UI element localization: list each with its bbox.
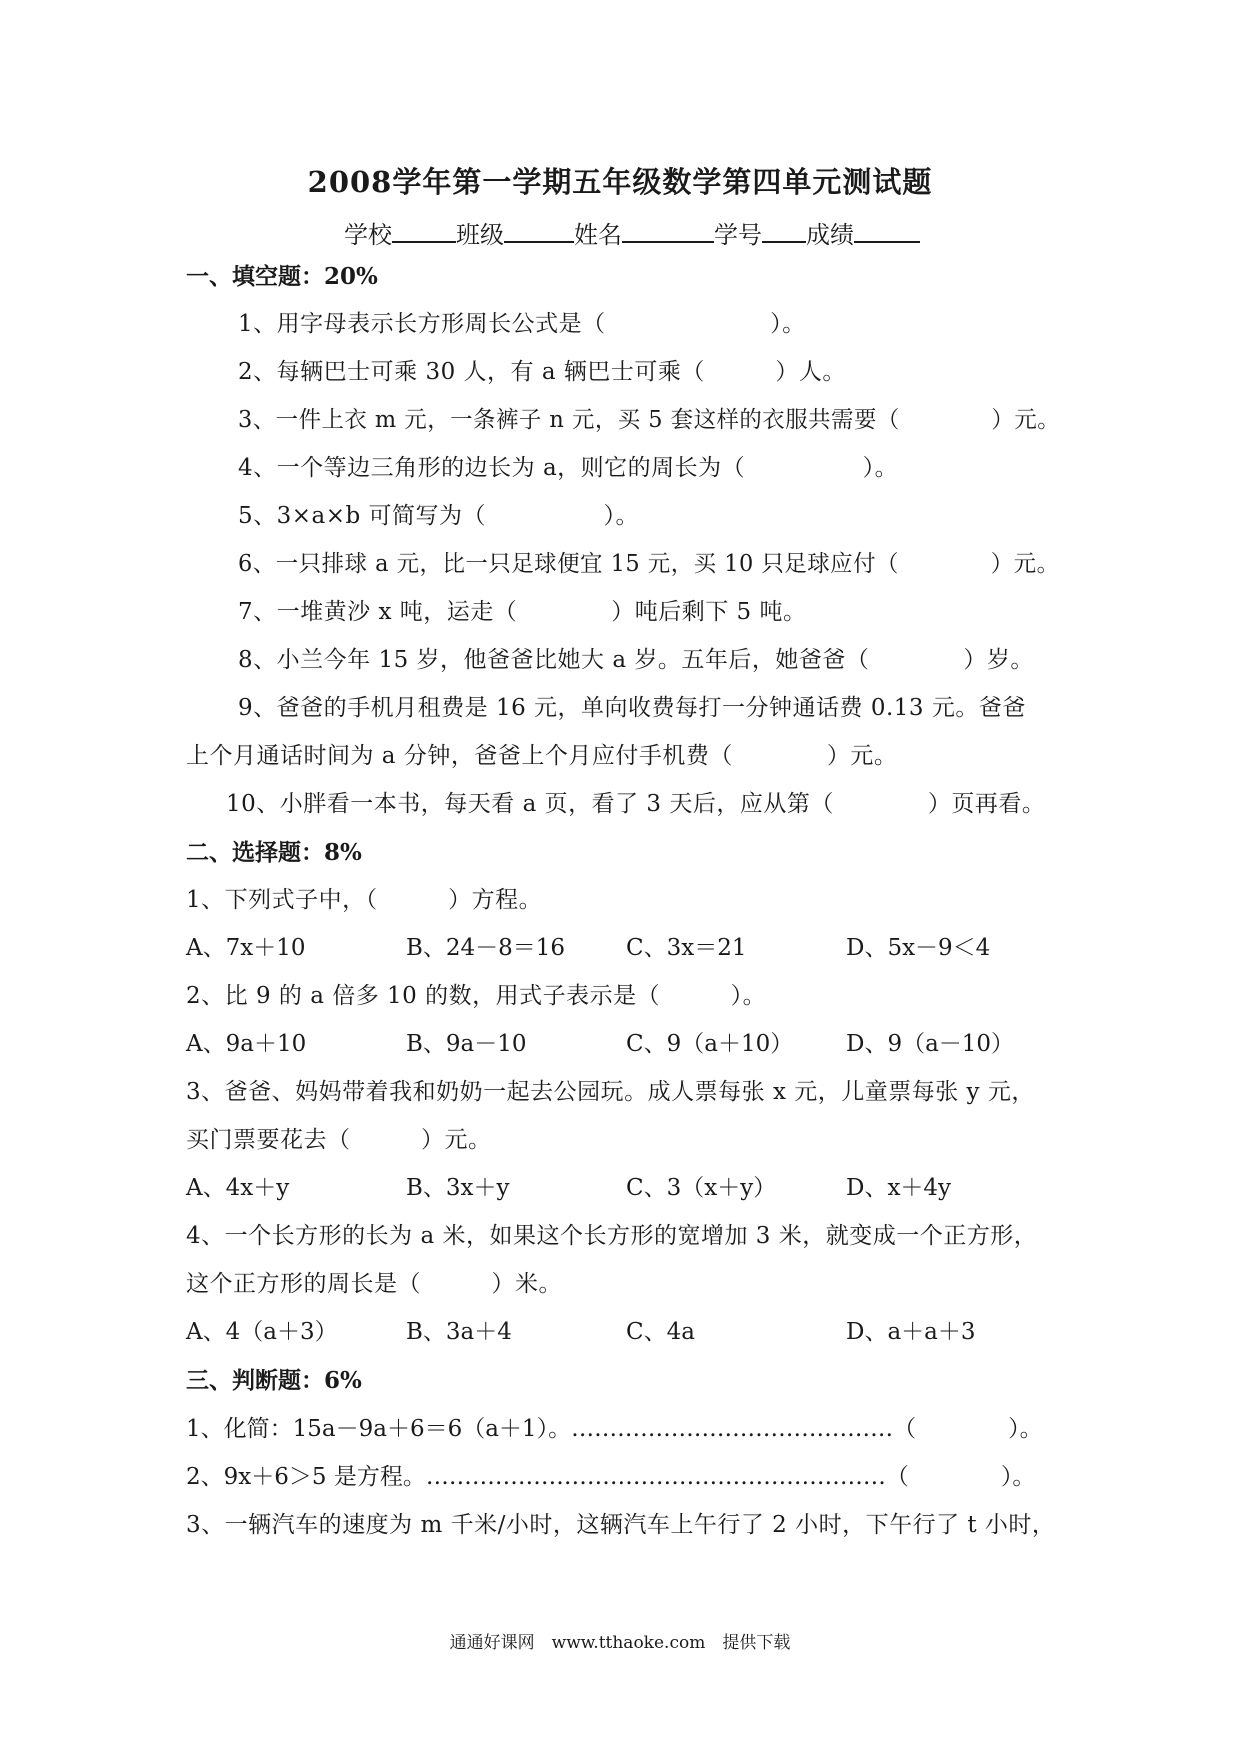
question-line: 10、小胖看一本书，每天看 a 页，看了 3 天后，应从第（ ）页再看。 (226, 791, 1046, 817)
question-line: 3、爸爸、妈妈带着我和奶奶一起去公园玩。成人票每张 x 元，儿童票每张 y 元， (186, 1079, 1035, 1105)
choice-b[interactable]: B、9a－10 (406, 1031, 527, 1057)
question-line: 9、爸爸的手机月租费是 16 元，单向收费每打一分钟通话费 0.13 元。爸爸 (238, 695, 1026, 721)
section-heading-true-false: 三、判断题：6% (186, 1367, 362, 1394)
choice-b[interactable]: B、3a＋4 (406, 1319, 512, 1345)
choice-b[interactable]: B、24－8＝16 (406, 935, 566, 961)
question-line: 1、化简：15a－9a＋6＝6（a＋1）。……………………………………（ ）。 (186, 1416, 1043, 1442)
name-label: 姓名 (574, 221, 622, 249)
choice-c[interactable]: C、9（a＋10） (626, 1031, 794, 1057)
choice-d[interactable]: D、9（a－10） (846, 1031, 1015, 1057)
question-line: 1、用字母表示长方形周长公式是（ ）。 (238, 311, 806, 337)
student-no-blank[interactable] (762, 219, 806, 243)
question-line: 5、3×a×b 可简写为（ ）。 (238, 503, 640, 529)
section-heading-multiple-choice: 二、选择题：8% (186, 839, 362, 866)
choice-d[interactable]: D、x＋4y (846, 1175, 952, 1201)
choice-d[interactable]: D、a＋a＋3 (846, 1319, 976, 1345)
question-line: 7、一堆黄沙 x 吨，运走（ ）吨后剩下 5 吨。 (238, 599, 807, 625)
question-line-continued: 这个正方形的周长是（ ）米。 (186, 1271, 562, 1297)
question-line-continued: 买门票要花去（ ）元。 (186, 1127, 492, 1153)
question-line-continued: 上个月通话时间为 a 分钟，爸爸上个月应付手机费（ ）元。 (186, 743, 898, 769)
question-line: 3、一辆汽车的速度为 m 千米/小时，这辆汽车上午行了 2 小时，下午行了 t 小时， (186, 1512, 1056, 1538)
choice-d[interactable]: D、5x－9＜4 (846, 935, 991, 961)
school-blank[interactable] (392, 219, 456, 243)
question-line: 2、每辆巴士可乘 30 人，有 a 辆巴士可乘（ ）人。 (238, 359, 846, 385)
choice-a[interactable]: A、4x＋y (186, 1175, 290, 1201)
score-blank[interactable] (854, 219, 920, 243)
question-line: 1、下列式子中，（ ）方程。 (186, 887, 543, 913)
choice-c[interactable]: C、4a (626, 1319, 695, 1345)
student-info-line (344, 215, 920, 250)
question-line: 4、一个长方形的长为 a 米，如果这个长方形的宽增加 3 米，就变成一个正方形， (186, 1223, 1038, 1249)
score-label: 成绩 (806, 221, 854, 249)
student-no-label: 学号 (714, 221, 762, 249)
choice-b[interactable]: B、3x＋y (406, 1175, 510, 1201)
question-line: 6、一只排球 a 元，比一只足球便宜 15 元，买 10 只足球应付（ ）元。 (238, 551, 1060, 577)
footer-note: 通通好课网 www.tthaoke.com 提供下载 (449, 1633, 791, 1653)
question-line: 4、一个等边三角形的边长为 a，则它的周长为（ ）。 (238, 455, 899, 481)
class-blank[interactable] (504, 219, 574, 243)
question-line: 2、比 9 的 a 倍多 10 的数，用式子表示是（ ）。 (186, 983, 767, 1009)
choice-c[interactable]: C、3x＝21 (626, 935, 747, 961)
name-blank[interactable] (622, 219, 714, 243)
section-heading-fill-blank: 一、填空题：20% (186, 263, 378, 290)
choice-a[interactable]: A、4（a＋3） (186, 1319, 338, 1345)
question-line: 8、小兰今年 15 岁，他爸爸比她大 a 岁。五年后，她爸爸（ ）岁。 (238, 647, 1034, 673)
class-label: 班级 (456, 221, 504, 249)
choice-a[interactable]: A、7x＋10 (186, 935, 306, 961)
question-line: 2、9x＋6＞5 是方程。……………………………………………………（ ）。 (186, 1464, 1036, 1490)
choice-c[interactable]: C、3（x＋y） (626, 1175, 777, 1201)
choice-a[interactable]: A、9a＋10 (186, 1031, 307, 1057)
question-line: 3、一件上衣 m 元，一条裤子 n 元，买 5 套这样的衣服共需要（ ）元。 (238, 407, 1061, 433)
school-label: 学校 (344, 221, 392, 249)
page-title: 2008学年第一学期五年级数学第四单元测试题 (307, 165, 933, 199)
